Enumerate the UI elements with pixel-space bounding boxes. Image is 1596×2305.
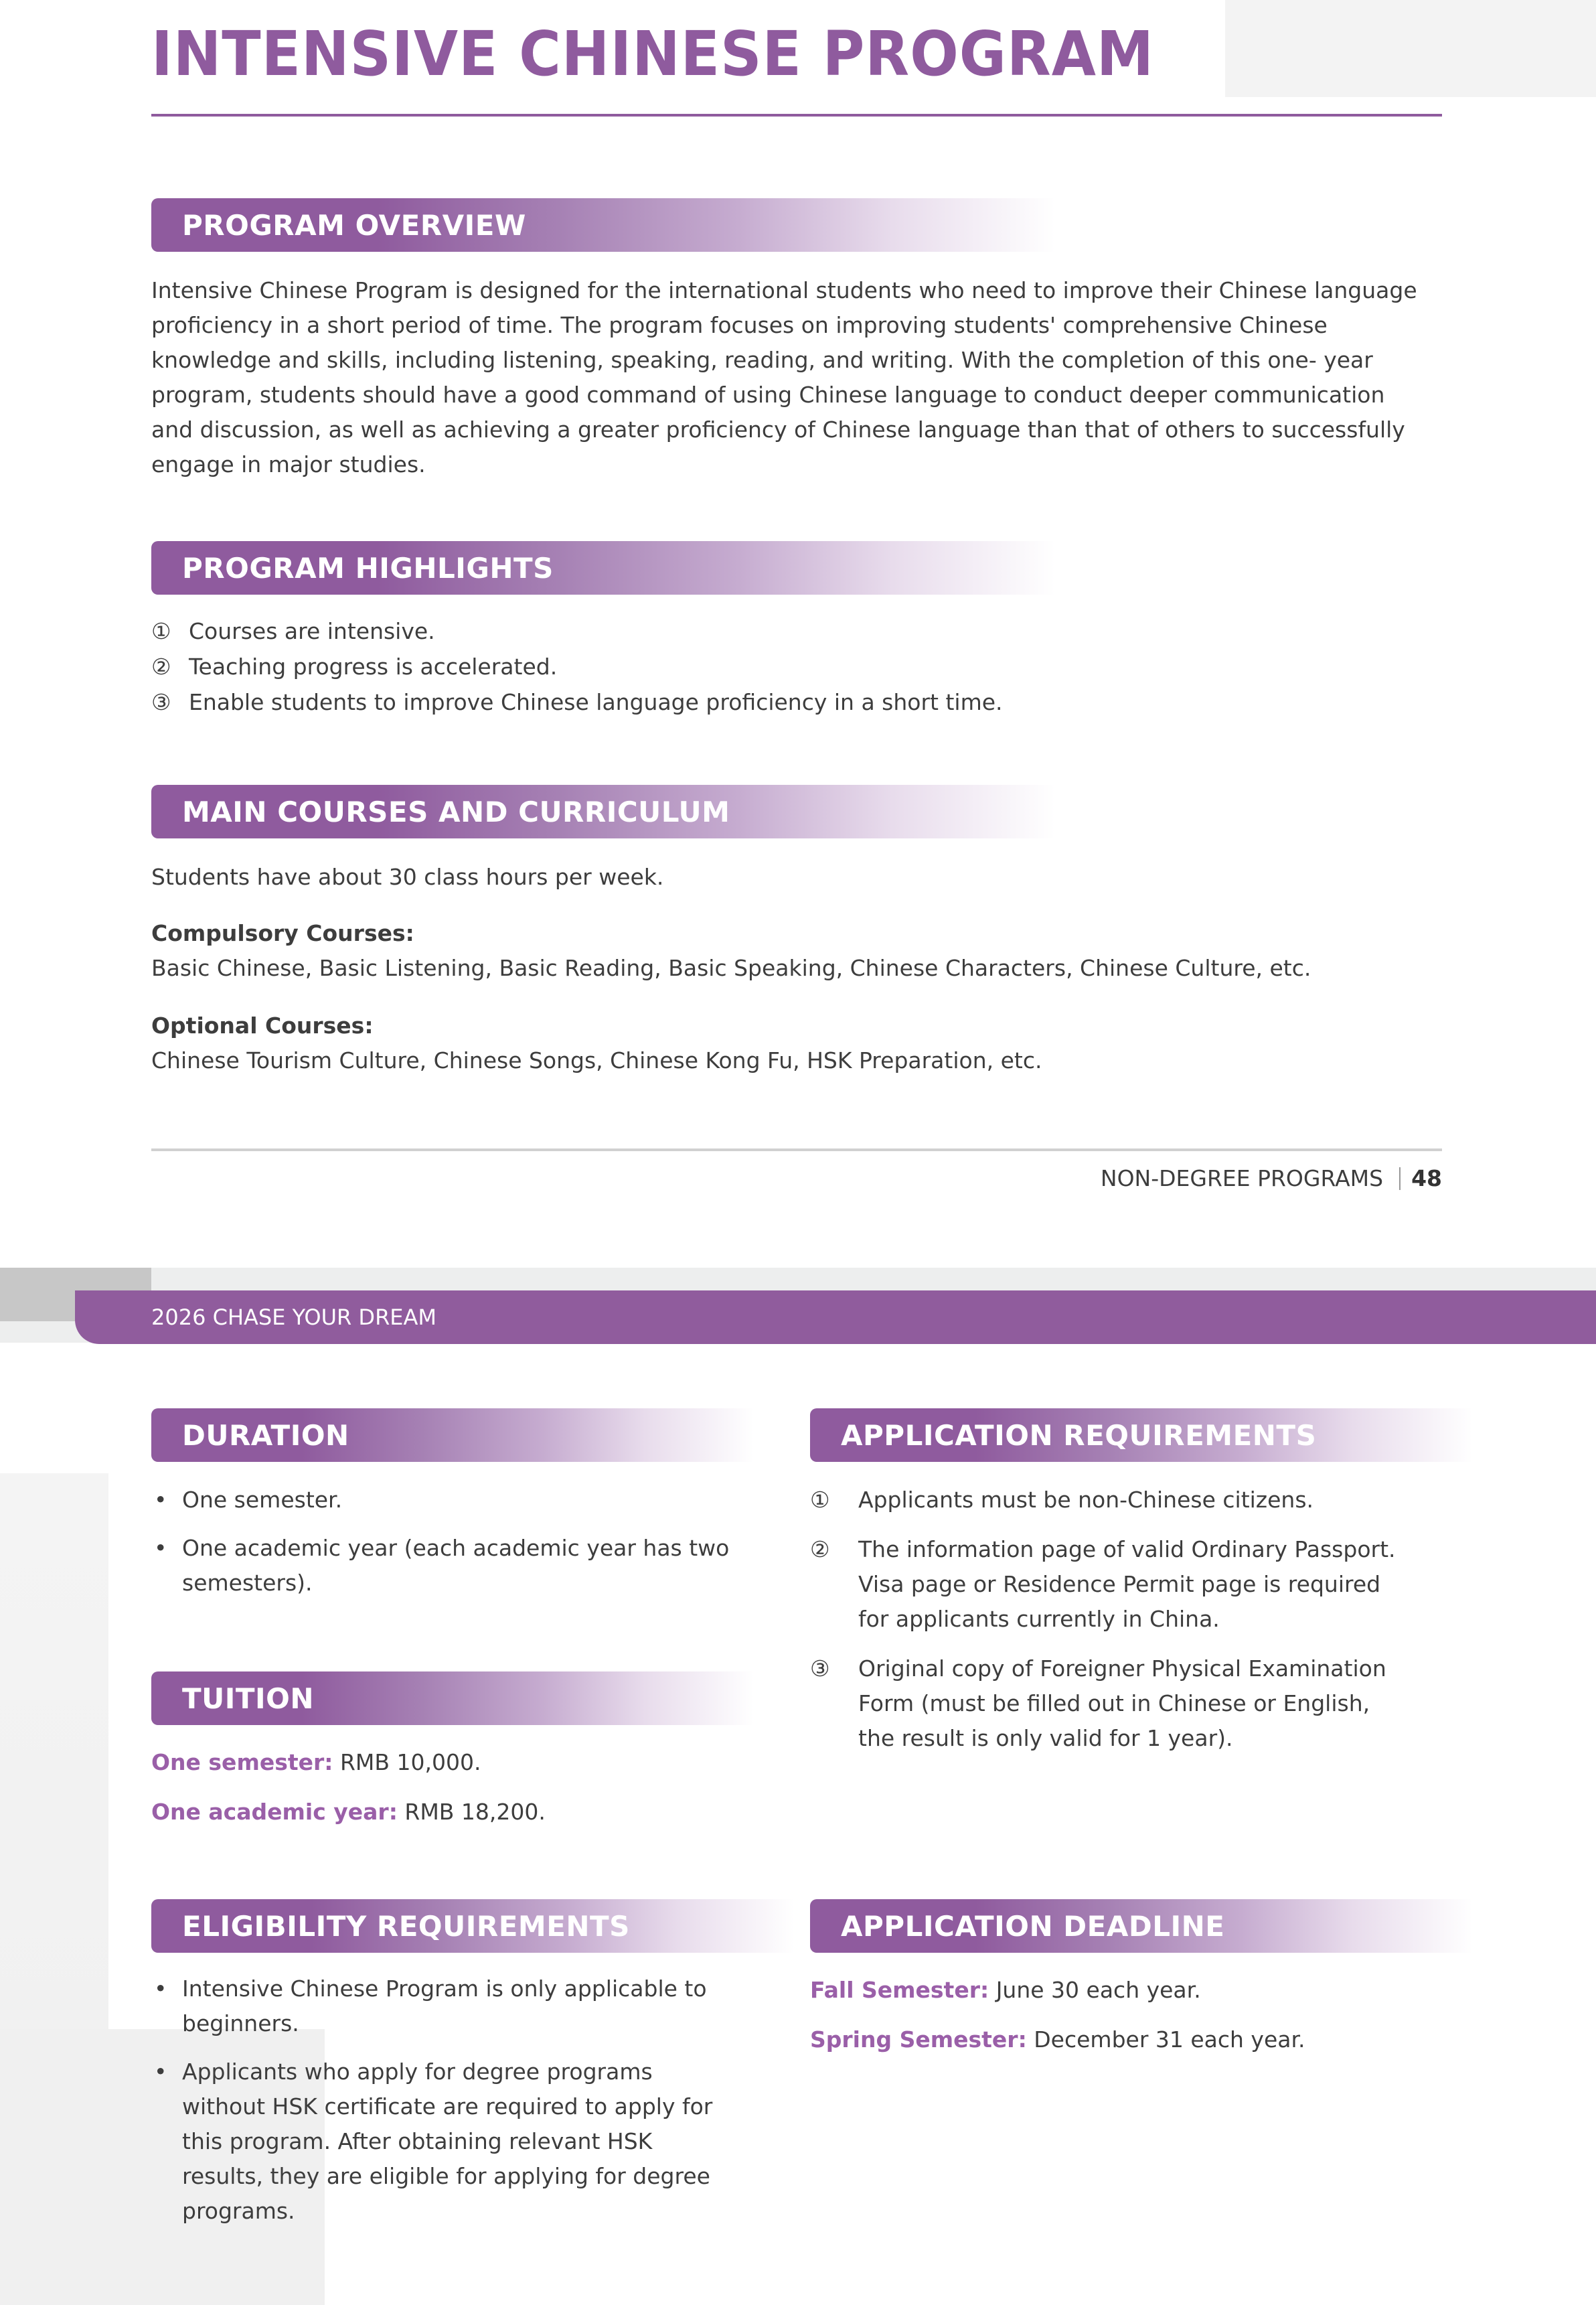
footer-section-label: NON-DEGREE PROGRAMS [1100, 1165, 1384, 1191]
application-requirements-list [810, 1483, 1399, 1771]
section-heading: TUITION [182, 1682, 315, 1715]
number-marker: ① [151, 618, 171, 644]
list-item [151, 684, 1003, 720]
highlights-list [151, 613, 1003, 720]
tuition-label: One academic year: [151, 1799, 398, 1825]
section-heading: ELIGIBILITY REQUIREMENTS [182, 1909, 630, 1943]
eligibility-list [151, 1972, 720, 2242]
number-marker: ② [810, 1536, 830, 1562]
section-header-eligibility [151, 1899, 794, 1953]
section-header-duration [151, 1408, 754, 1462]
section-header-tuition [151, 1671, 754, 1725]
list-item [810, 1651, 1399, 1756]
decorative-gray-block [0, 1473, 108, 2029]
overview-paragraph: Intensive Chinese Program is designed for the international students who need to improve their Chinese language proficiency in a short period of time. The program focuses on improving students' comprehensive Chinese knowledge and skills, including listening, speaking, reading, and writing. With the completion of this one- year program, students should have a good command of using Chinese language to conduct deeper communication and discussion, as well as achieving a greater proficiency of Chinese language than that of others to successfully engage in major studies. [151, 277, 1417, 477]
footer-divider [151, 1148, 1442, 1151]
number-marker: ③ [151, 689, 171, 715]
compulsory-courses: Basic Chinese, Basic Listening, Basic Reading, Basic Speaking, Chinese Characters, Chinese Culture, etc. [151, 955, 1311, 981]
optional-courses: Chinese Tourism Culture, Chinese Songs, Chinese Kong Fu, HSK Preparation, etc. [151, 1047, 1042, 1073]
section-heading: MAIN COURSES AND CURRICULUM [182, 795, 730, 828]
page-number: 48 [1411, 1165, 1442, 1191]
list-item-text: Applicants must be non-Chinese citizens. [858, 1487, 1314, 1513]
tuition-row [151, 1745, 481, 1780]
list-item [810, 1483, 1399, 1517]
list-item: • One semester. [151, 1483, 734, 1517]
compulsory-label: Compulsory Courses: [151, 920, 414, 946]
deadline-label: Fall Semester: [810, 1977, 989, 2003]
tuition-value: RMB 18,200. [404, 1799, 546, 1825]
optional-label: Optional Courses: [151, 1013, 374, 1039]
deadline-label: Spring Semester: [810, 2026, 1027, 2053]
header-band-text: 2026 CHASE YOUR DREAM [151, 1305, 437, 1330]
list-item: • One academic year (each academic year has two semesters). [151, 1531, 734, 1601]
tuition-value: RMB 10,000. [339, 1749, 481, 1775]
list-item-text: Courses are intensive. [189, 618, 435, 644]
section-heading: DURATION [182, 1418, 349, 1452]
page-title: INTENSIVE CHINESE PROGRAM [151, 18, 1154, 90]
list-item: • Applicants who apply for degree programs without HSK certificate are required to apply for this program. After obtaining relevant HSK results, they are eligible for applying for degree programs. [151, 2055, 720, 2229]
duration-list [151, 1483, 734, 1614]
section-heading: APPLICATION REQUIREMENTS [841, 1418, 1317, 1452]
list-item-text: The information page of valid Ordinary Passport. Visa page or Residence Permit page is required for applicants currently in China. [858, 1536, 1396, 1632]
number-marker: ① [810, 1487, 830, 1513]
tuition-row [151, 1795, 546, 1830]
section-heading: PROGRAM HIGHLIGHTS [182, 551, 554, 585]
page-footer [1101, 1165, 1442, 1191]
decorative-gray-block [1225, 0, 1596, 97]
title-divider [151, 114, 1442, 117]
tuition-label: One semester: [151, 1749, 333, 1775]
header-band [75, 1290, 1596, 1344]
section-header-deadline [810, 1899, 1473, 1953]
number-marker: ② [151, 654, 171, 680]
list-item [810, 1532, 1399, 1637]
list-item-text: Original copy of Foreigner Physical Examination Form (must be filled out in Chinese or English, the result is only valid for 1 year). [858, 1655, 1386, 1751]
section-heading: PROGRAM OVERVIEW [182, 208, 526, 242]
section-header-overview [151, 198, 1055, 252]
section-header-courses [151, 785, 1055, 838]
section-header-application-requirements [810, 1408, 1473, 1462]
list-item [151, 649, 1003, 684]
courses-intro: Students have about 30 class hours per week. [151, 864, 664, 890]
deadline-row [810, 2022, 1305, 2057]
deadline-row [810, 1973, 1201, 2008]
list-item-text: Enable students to improve Chinese language proficiency in a short time. [189, 689, 1003, 715]
footer-separator [1399, 1167, 1401, 1190]
number-marker: ③ [810, 1655, 830, 1682]
list-item-text: Teaching progress is accelerated. [189, 654, 558, 680]
section-heading: APPLICATION DEADLINE [841, 1909, 1225, 1943]
list-item [151, 613, 1003, 649]
section-header-highlights [151, 541, 1055, 595]
list-item: • Intensive Chinese Program is only applicable to beginners. [151, 1972, 720, 2041]
deadline-value: December 31 each year. [1034, 2026, 1305, 2053]
deadline-value: June 30 each year. [995, 1977, 1201, 2003]
